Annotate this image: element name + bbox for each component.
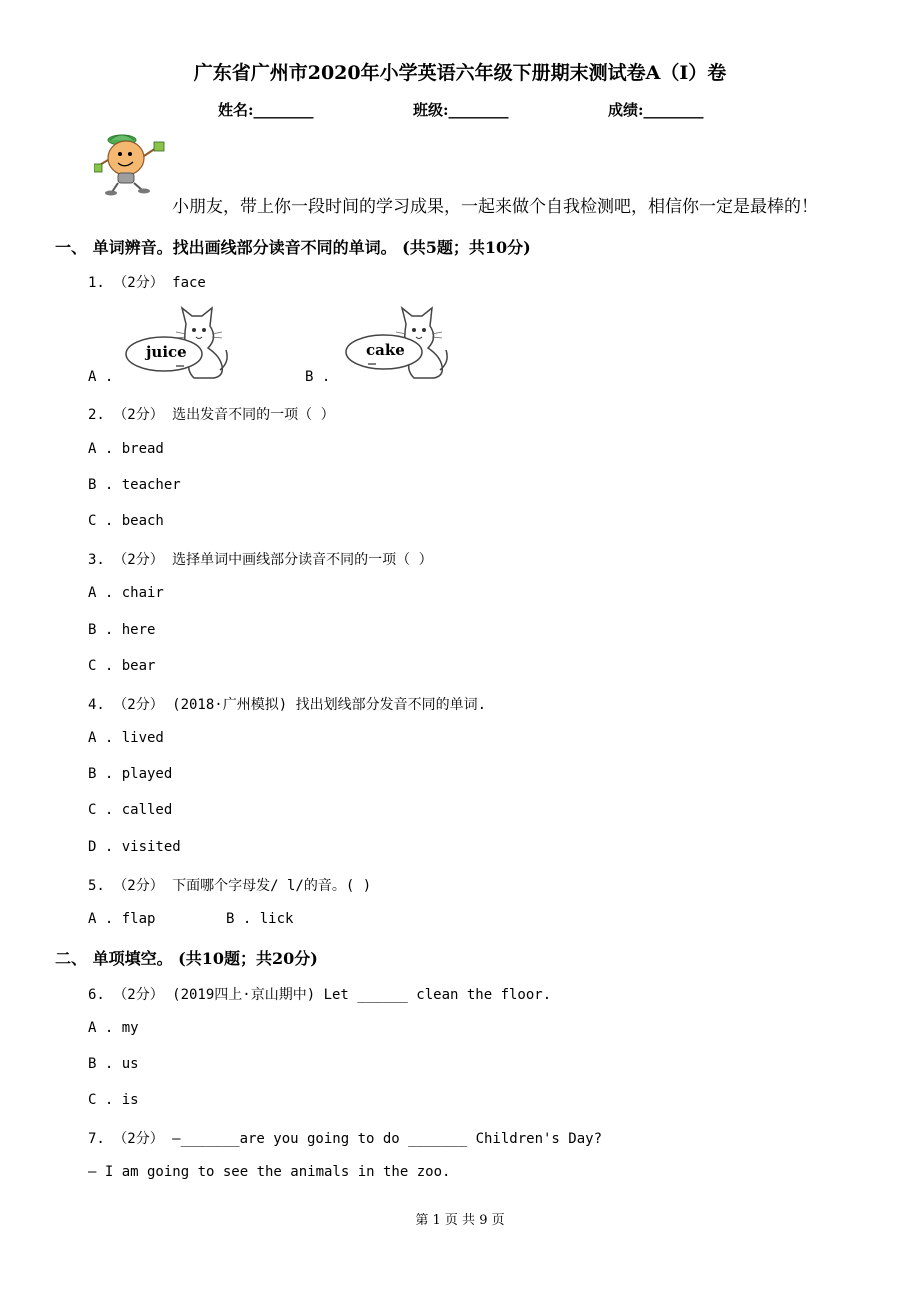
intro-text: 小朋友，带上你一段时间的学习成果，一起来做个自我检测吧，相信你一定是最棒的！ bbox=[172, 197, 818, 217]
name-field[interactable]: 姓名:________ bbox=[218, 101, 314, 119]
option-item[interactable]: B . us bbox=[88, 1056, 139, 1072]
question-stem: 7. （2分） —_______are you going to do _______ Children's Day? bbox=[88, 1131, 603, 1147]
word-juice: juice bbox=[146, 343, 187, 361]
option-label[interactable]: A . bbox=[88, 369, 114, 385]
question-stem: 5. （2分） 下面哪个字母发/ l/的音。( ) bbox=[88, 878, 372, 894]
option-item[interactable]: B . teacher bbox=[88, 477, 181, 493]
question-stem: 1. （2分） face bbox=[88, 275, 206, 291]
question-stem: 2. （2分） 选出发音不同的一项（ ） bbox=[88, 407, 335, 423]
option-label[interactable]: B . bbox=[305, 369, 331, 385]
score-field[interactable]: 成绩:________ bbox=[608, 101, 704, 119]
smiling-kid-mascot-icon bbox=[94, 130, 168, 196]
exam-title: 广东省广州市2020年小学英语六年级下册期末测试卷A（I）卷 bbox=[193, 62, 727, 84]
option-item[interactable]: B . here bbox=[88, 622, 156, 638]
question-stem: 4. （2分） (2018·广州模拟) 找出划线部分发音不同的单词. bbox=[88, 697, 487, 713]
option-item[interactable]: A . bread bbox=[88, 441, 164, 457]
answer-line: — I am going to see the animals in the zoo. bbox=[88, 1164, 451, 1180]
option-item[interactable]: C . called bbox=[88, 802, 173, 818]
option-item[interactable]: C . beach bbox=[88, 513, 164, 529]
option-item[interactable]: A . chair bbox=[88, 585, 164, 601]
page-number: 第 1 页 共 9 页 bbox=[415, 1213, 505, 1228]
cat-with-word-bubble-icon[interactable] bbox=[124, 304, 232, 380]
option-item[interactable]: B . lick bbox=[226, 911, 294, 927]
word-cake: cake bbox=[366, 341, 405, 359]
option-item[interactable]: D . visited bbox=[88, 839, 181, 855]
class-field[interactable]: 班级:________ bbox=[413, 101, 509, 119]
question-stem: 6. （2分） (2019四上·京山期中) Let ______ clean the floor. bbox=[88, 987, 552, 1003]
option-item[interactable]: A . flap bbox=[88, 911, 156, 927]
option-item[interactable]: C . is bbox=[88, 1092, 139, 1108]
option-item[interactable]: B . played bbox=[88, 766, 173, 782]
section-heading-2: 二、 单项填空。 (共10题；共20分) bbox=[55, 949, 318, 968]
option-item[interactable]: A . lived bbox=[88, 730, 164, 746]
option-item[interactable]: A . my bbox=[88, 1020, 139, 1036]
question-stem: 3. （2分） 选择单词中画线部分读音不同的一项（ ） bbox=[88, 552, 433, 568]
option-item[interactable]: C . bear bbox=[88, 658, 156, 674]
section-heading-1: 一、 单词辨音。找出画线部分读音不同的单词。 (共5题；共10分) bbox=[55, 238, 531, 257]
